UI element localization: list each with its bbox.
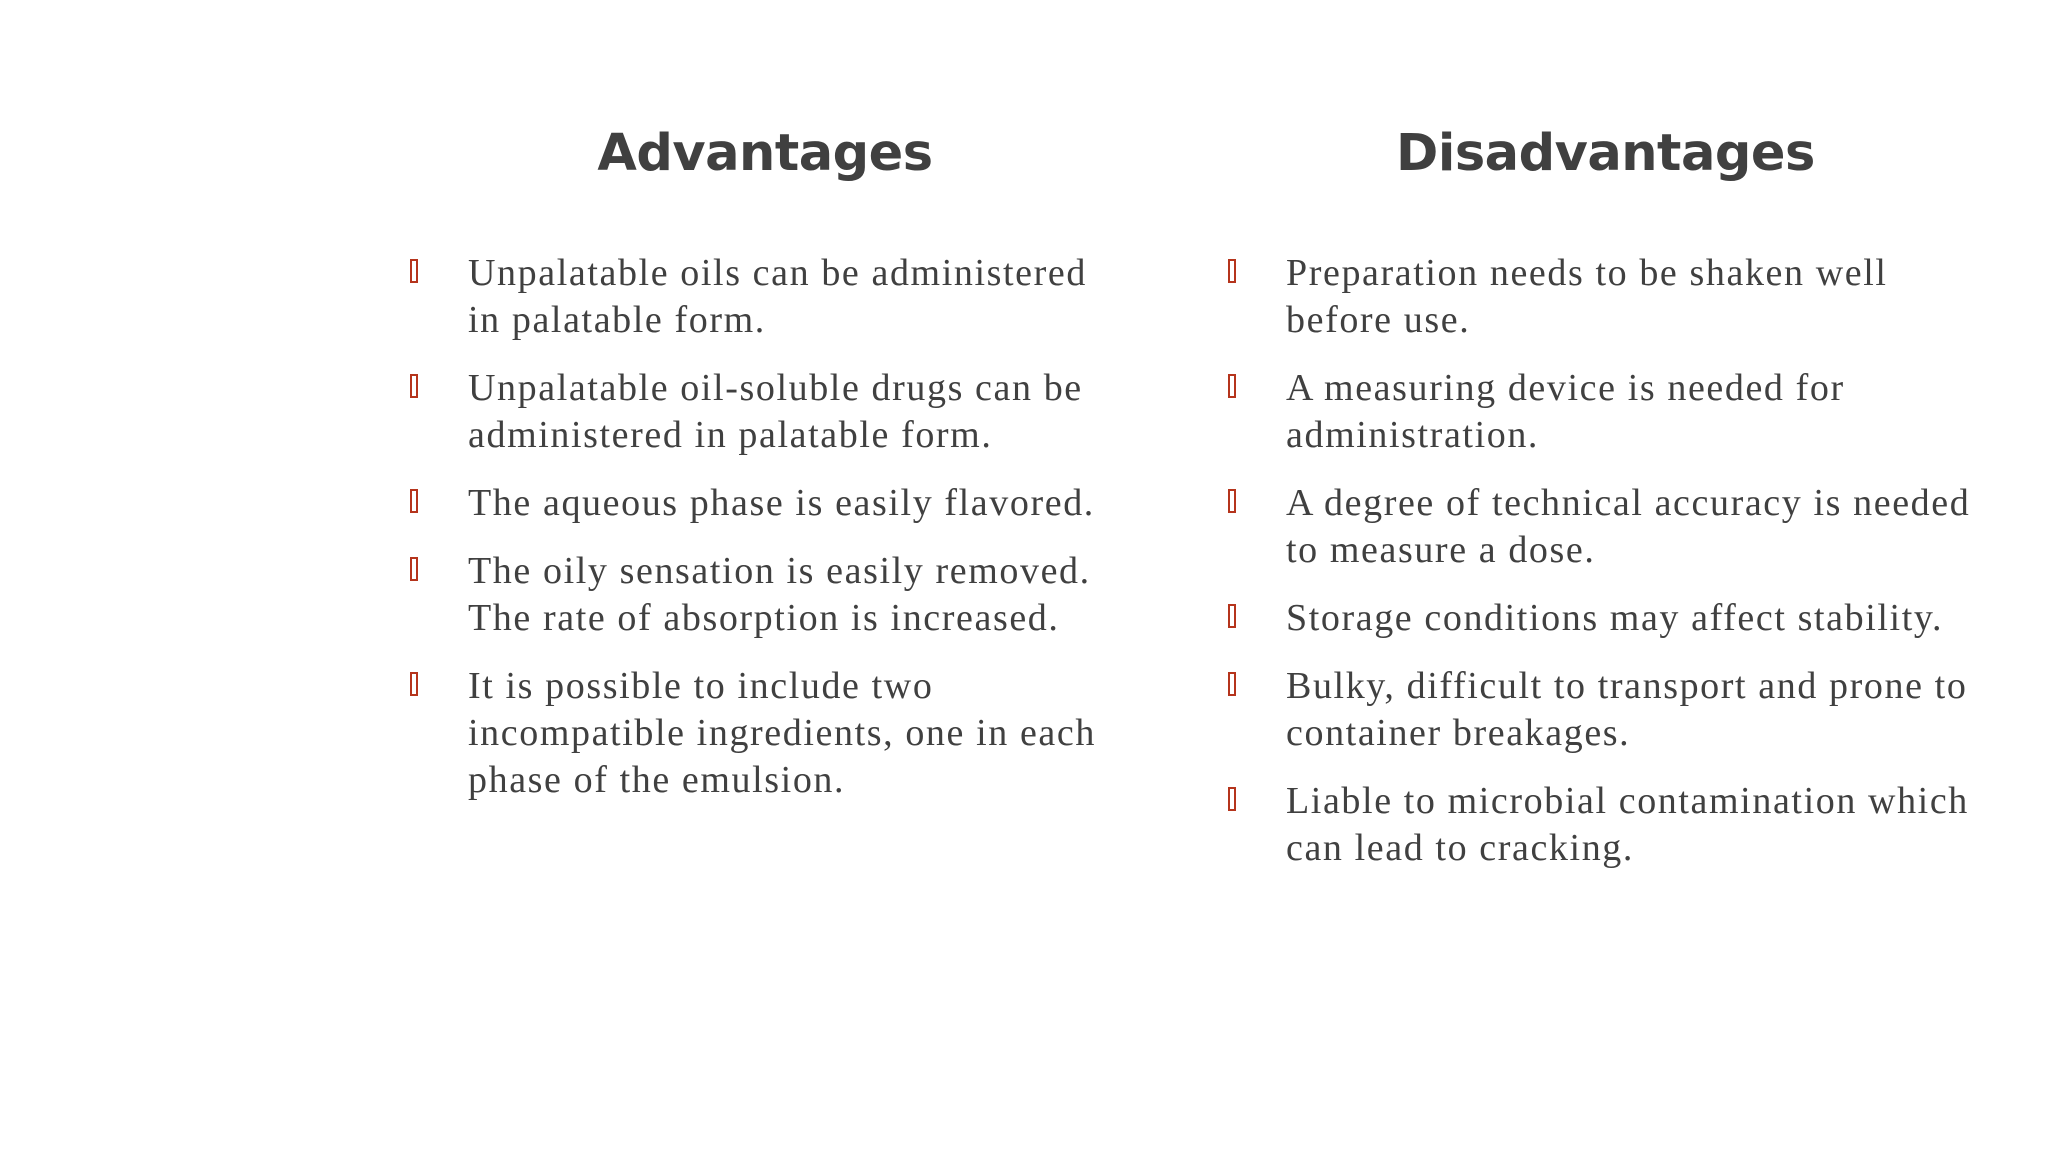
square-bullet-icon (1228, 489, 1236, 513)
list-item (400, 663, 1130, 804)
item-text: The oily sensation is easily removed. The rate of absorption is increased. (468, 550, 1091, 639)
item-text: A measuring device is needed for administration. (1286, 367, 1845, 456)
square-bullet-icon (410, 259, 418, 283)
item-text: Bulky, difficult to transport and prone to container breakages. (1286, 665, 1968, 754)
advantages-heading: Advantages (597, 124, 933, 183)
square-bullet-icon (410, 672, 418, 696)
list-item (400, 548, 1130, 642)
square-bullet-icon (1228, 787, 1236, 811)
disadvantages-heading: Disadvantages (1396, 124, 1815, 183)
square-bullet-icon (1228, 259, 1236, 283)
square-bullet-icon (1228, 604, 1236, 628)
item-text: Unpalatable oils can be administered in palatable form. (468, 252, 1087, 341)
item-text: The aqueous phase is easily flavored. (468, 482, 1095, 524)
list-item (1218, 595, 1978, 642)
list-item (1218, 480, 1978, 574)
advantages-column (400, 118, 1130, 801)
square-bullet-icon (1228, 672, 1236, 696)
list-item (400, 365, 1130, 459)
list-item (1218, 663, 1978, 757)
item-text: A degree of technical accuracy is needed to measure a dose. (1286, 482, 1971, 571)
square-bullet-icon (1228, 374, 1236, 398)
item-text: Liable to microbial contamination which can lead to cracking. (1286, 780, 1969, 869)
list-item (400, 480, 1130, 527)
item-text: Storage conditions may affect stability. (1286, 597, 1944, 639)
disadvantages-list (1218, 250, 1978, 893)
item-text: Preparation needs to be shaken well before use. (1286, 252, 1888, 341)
square-bullet-icon (410, 489, 418, 513)
advantages-list (400, 250, 1130, 825)
list-item (1218, 365, 1978, 459)
list-item (1218, 778, 1978, 872)
square-bullet-icon (410, 557, 418, 581)
list-item (1218, 250, 1978, 344)
item-text: It is possible to include two incompatible ingredients, one in each phase of the emulsion. (468, 665, 1096, 801)
list-item (400, 250, 1130, 344)
disadvantages-column (1218, 118, 1978, 869)
item-text: Unpalatable oil-soluble drugs can be administered in palatable form. (468, 367, 1083, 456)
square-bullet-icon (410, 374, 418, 398)
